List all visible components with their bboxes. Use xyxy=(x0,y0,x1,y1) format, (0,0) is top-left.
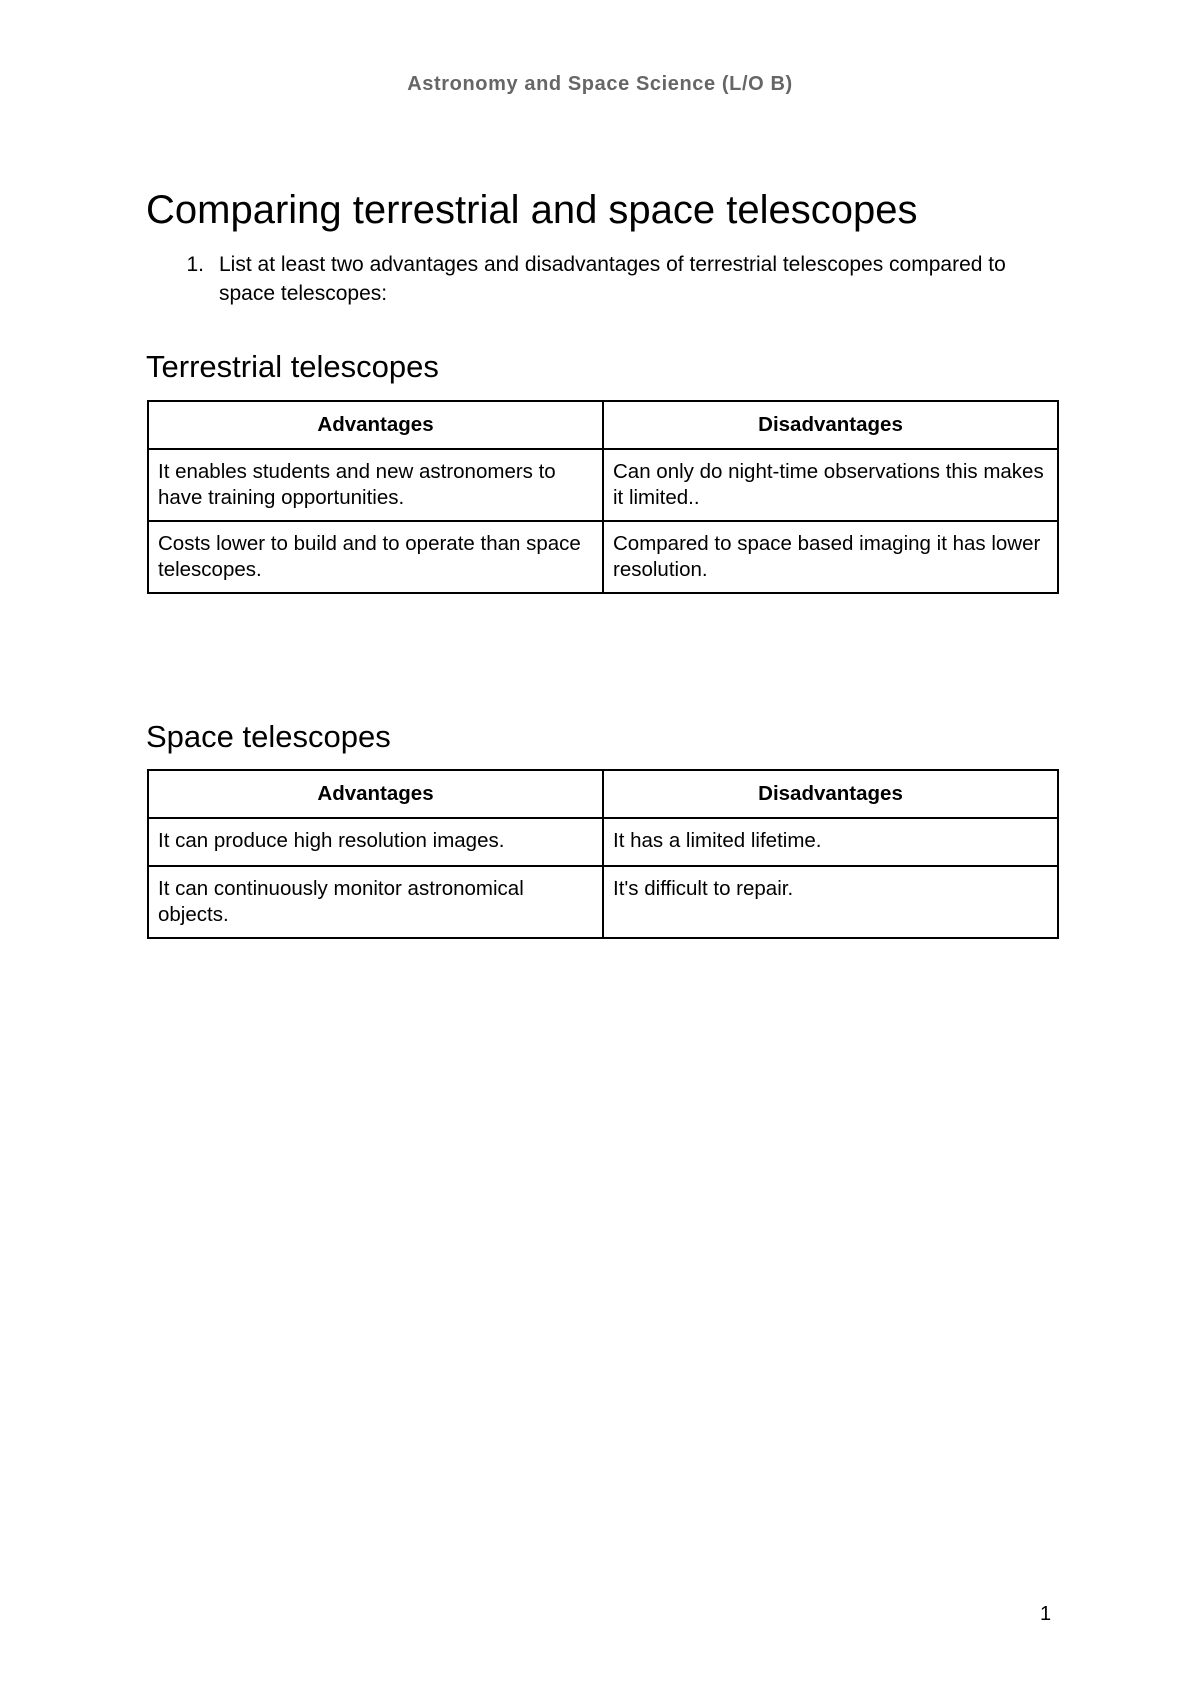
disadvantage-cell: It has a limited lifetime. xyxy=(603,818,1058,866)
question-list xyxy=(146,250,1066,308)
terrestrial-heading: Terrestrial telescopes xyxy=(146,349,439,384)
table-row xyxy=(148,521,1058,593)
disadvantage-cell: Can only do night-time observations this makes it limited.. xyxy=(603,449,1058,521)
space-table xyxy=(147,769,1059,939)
space-heading: Space telescopes xyxy=(146,719,391,754)
page-header: Astronomy and Space Science (L/O B) xyxy=(407,73,793,95)
table-header-row xyxy=(148,401,1058,449)
page-title: Comparing terrestrial and space telescopes xyxy=(146,188,918,232)
advantage-cell: Costs lower to build and to operate than space telescopes. xyxy=(148,521,603,593)
table-row xyxy=(148,866,1058,938)
disadvantage-cell: It's difficult to repair. xyxy=(603,866,1058,938)
table-row xyxy=(148,449,1058,521)
advantage-cell: It can continuously monitor astronomical objects. xyxy=(148,866,603,938)
page-number: 1 xyxy=(1040,1603,1052,1625)
question-text: List at least two advantages and disadvantages of terrestrial telescopes compared to space telescopes: xyxy=(219,253,1006,305)
disadvantage-cell: Compared to space based imaging it has lower resolution. xyxy=(603,521,1058,593)
advantage-cell: It can produce high resolution images. xyxy=(148,818,603,866)
question-item xyxy=(146,250,1066,308)
disadvantages-column-header: Disadvantages xyxy=(603,770,1058,818)
advantages-column-header: Advantages xyxy=(148,770,603,818)
advantages-column-header: Advantages xyxy=(148,401,603,449)
advantage-cell: It enables students and new astronomers to have training opportunities. xyxy=(148,449,603,521)
question-number: 1. xyxy=(186,253,204,276)
disadvantages-column-header: Disadvantages xyxy=(603,401,1058,449)
table-header-row xyxy=(148,770,1058,818)
table-row xyxy=(148,818,1058,866)
terrestrial-table xyxy=(147,400,1059,594)
